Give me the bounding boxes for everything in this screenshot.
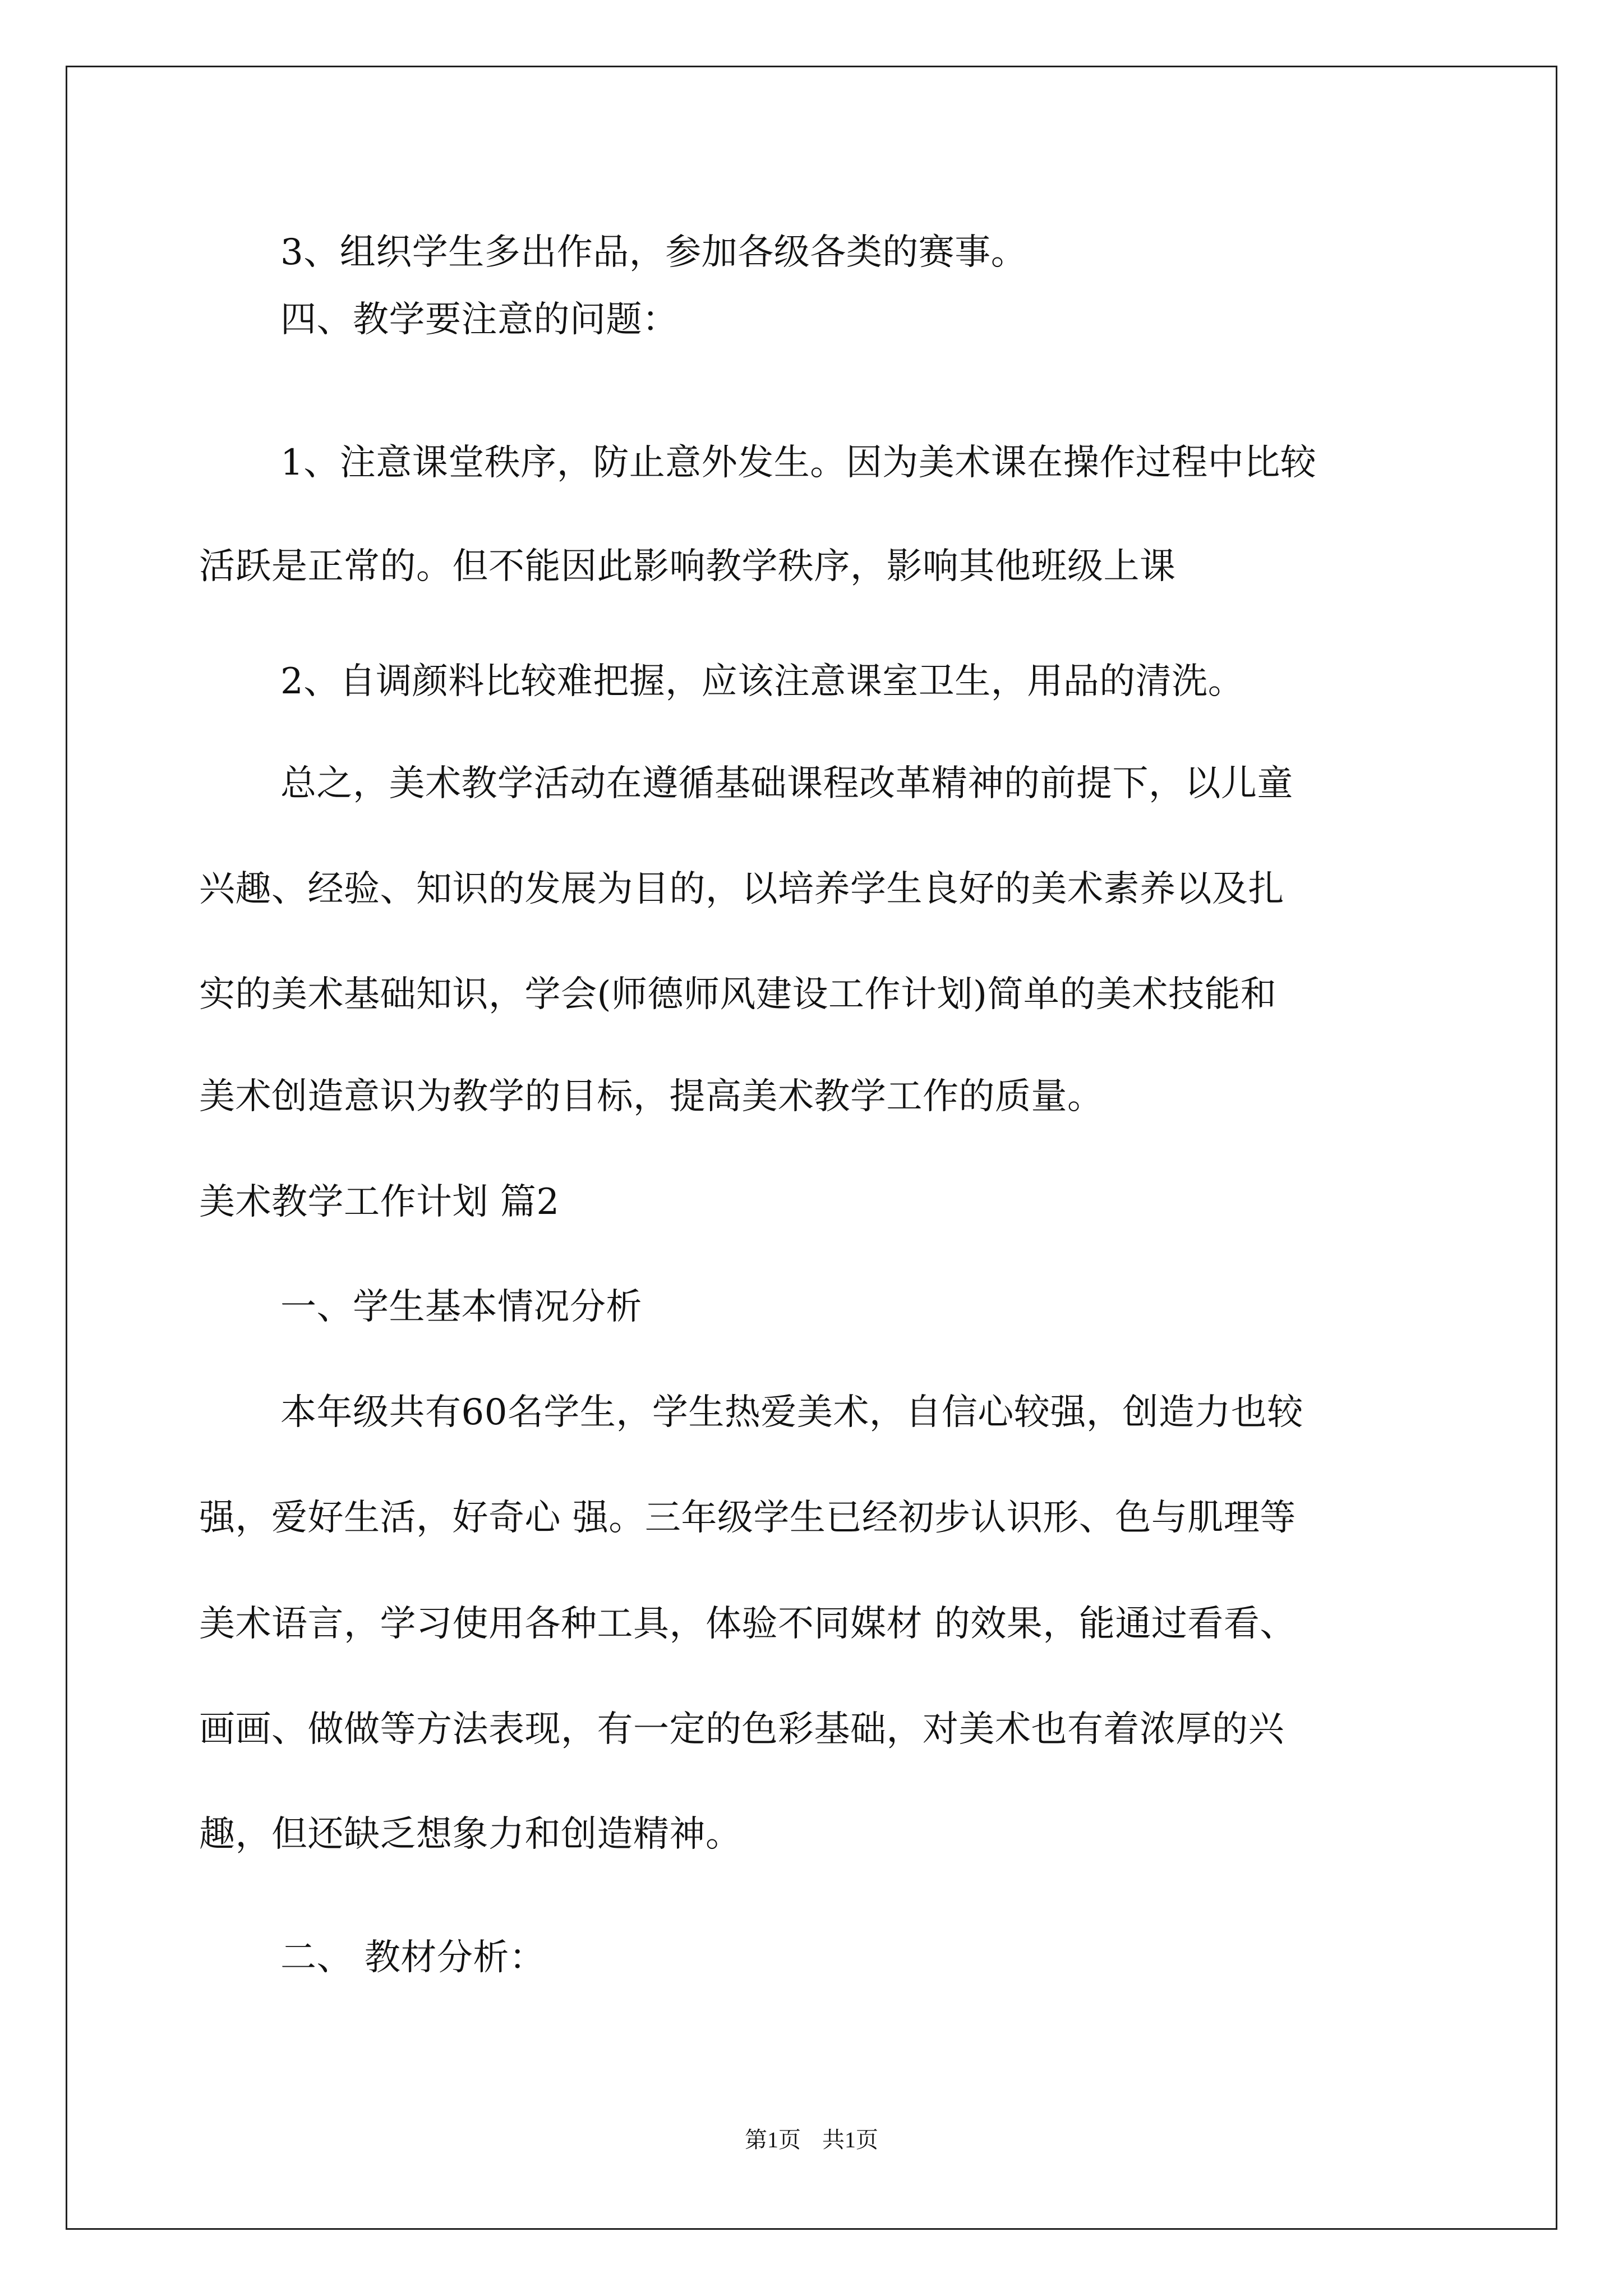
paragraph-line: 实的美术基础知识，学会(师德师风建设工作计划)简单的美术技能和 xyxy=(199,974,1277,1015)
section-heading: 二、 教材分析： xyxy=(280,1937,546,1978)
paragraph-line: 强，爱好生活，好奇心 强。三年级学生已经初步认识形、色与肌理等 xyxy=(199,1497,1296,1539)
paragraph-line: 兴趣、经验、知识的发展为目的，以培养学生良好的美术素养以及扎 xyxy=(199,868,1284,910)
paragraph-line: 2、自调颜料比较难把握，应该注意课室卫生，用品的清洗。 xyxy=(280,661,1244,702)
page-footer xyxy=(0,2126,1623,2154)
paragraph-line: 活跃是正常的。但不能因此影响教学秩序，影响其他班级上课 xyxy=(199,546,1176,587)
paragraph-line: 美术创造意识为教学的目标，提高美术教学工作的质量。 xyxy=(199,1076,1104,1117)
paragraph-line: 本年级共有60名学生，学生热爱美术，自信心较强，创造力也较 xyxy=(280,1392,1303,1433)
page-number: 第1页 xyxy=(745,2127,801,2152)
paragraph-line: 趣，但还缺乏想象力和创造精神。 xyxy=(199,1814,742,1855)
paragraph-line: 3、组织学生多出作品，参加各级各类的赛事。 xyxy=(280,232,1027,273)
page-total: 共1页 xyxy=(822,2127,878,2152)
paragraph-line: 美术语言，学习使用各种工具，体验不同媒材 的效果，能通过看看、 xyxy=(199,1603,1296,1645)
paragraph-line: 总之，美术教学活动在遵循基础课程改革精神的前提下，以儿童 xyxy=(280,763,1293,804)
section-title: 美术教学工作计划 篇2 xyxy=(199,1181,560,1223)
paragraph-line: 1、注意课堂秩序，防止意外发生。因为美术课在操作过程中比较 xyxy=(280,442,1317,484)
paragraph-heading: 四、教学要注意的问题： xyxy=(280,299,679,341)
paragraph-line: 画画、做做等方法表现，有一定的色彩基础，对美术也有着浓厚的兴 xyxy=(199,1709,1284,1750)
section-heading: 一、学生基本情况分析 xyxy=(280,1286,642,1328)
